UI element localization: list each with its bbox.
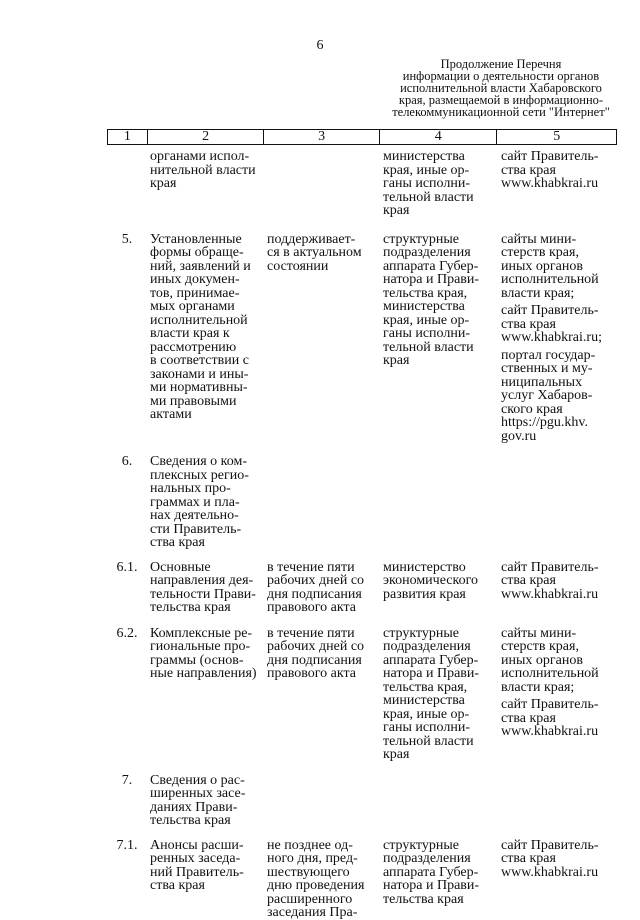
cell-line: края [150,176,177,191]
cell-line: состоянии [267,258,329,274]
cell-line: сайты мини- [501,231,577,247]
cell-line: Анонсы расши- [150,837,244,853]
cell-line: www.khabkrai.ru [501,176,599,191]
responsible-cell [380,627,498,762]
column-header-4: 4 [380,130,498,144]
cell-line: рабочих дней со [267,573,365,588]
cell-line: в соответствии с [150,353,249,368]
cell-line: министерства [383,299,465,314]
cell-line: шествующего [267,864,350,880]
cell-line: Комплексные ре- [150,625,253,641]
info-type-cell [147,561,264,615]
cell-line: края [383,353,410,368]
page-number: 6 [316,38,324,53]
column-header-2: 2 [148,130,265,144]
cell-line: сайт Правитель- [501,559,599,575]
cell-line: сти Правитель- [150,521,242,537]
cell-line: ства края [150,535,205,550]
cell-line: аппарата Губер- [383,864,479,880]
deadline-cell [264,455,380,550]
cell-line: ства края [501,162,556,178]
placement-paragraph [501,561,617,602]
cell-line: органами испол- [150,149,250,164]
cell-line: ственных и му- [501,361,593,376]
cell-line: края, иные ор- [383,706,470,722]
cell-line: Сведения о ком- [150,454,248,469]
cell-line: ные направления) [150,666,257,681]
cell-line: не позднее од- [267,837,353,853]
cell-line: ства края [501,573,556,588]
cell-line: тельства края, [383,285,468,301]
cell-line: рассмотрению [150,339,237,355]
cell-line: gov.ru [501,428,537,444]
placement-cell [498,627,617,762]
cell-line: дня подписания [267,652,362,668]
deadline-cell [264,233,380,444]
cell-line: Основные [150,559,211,575]
cell-line: власти края; [501,679,575,695]
cell-line: поддерживает- [267,231,356,247]
cell-line: сайт Правитель- [501,303,599,318]
cell-line: ганы исполни- [383,720,471,735]
cell-line: сайты мини- [501,625,577,641]
cell-line: ства края [150,878,205,893]
cell-line: ний Правитель- [150,864,244,880]
cell-line: расширенного [267,891,353,907]
placement-paragraph [501,627,617,695]
cell-line: формы обраще- [150,245,244,260]
cell-line: www.khabkrai.ru [501,724,599,739]
cell-line: тельной власти [383,189,474,205]
cell-line: рабочих дней со [267,639,365,654]
cell-line: плексных регио- [150,467,249,483]
responsible-cell [380,561,498,615]
cell-line: края [383,203,410,218]
heading-line: телекоммуникационной сети "Интернет" [392,105,610,119]
placement-paragraph [501,349,617,444]
placement-cell [498,839,617,920]
info-type-cell [147,839,264,920]
cell-line: сайт Правитель- [501,837,599,853]
cell-line: ширенных засе- [150,786,246,801]
column-header-1: 1 [108,130,148,144]
placement-cell [498,561,617,615]
cell-line: заседания Пра- [267,905,358,920]
responsible-cell [380,455,498,550]
cell-line: края [383,747,410,762]
table-row [107,839,617,920]
cell-line: министерства [383,693,465,708]
cell-line: https://pgu.khv. [501,415,588,430]
cell-line: нальных про- [150,481,231,496]
cell-line: мых органами [150,299,235,314]
cell-line: иных органов [501,652,583,668]
cell-line: направления дея- [150,573,254,588]
cell-line: тов, принимае- [150,285,240,301]
responsible-cell [380,774,498,828]
table-body [107,150,617,920]
cell-line: тельности Прави- [150,586,256,602]
cell-line: края, иные ор- [383,162,470,178]
cell-line: тельства края [150,813,231,828]
responsible-cell [380,233,498,444]
placement-cell [498,150,617,218]
cell-line: ганы исполни- [383,176,471,191]
cell-line: стерств края, [501,245,579,260]
cell-line: в течение пяти [267,559,355,575]
cell-line: нах деятельно- [150,508,239,523]
deadline-cell [264,839,380,920]
info-type-cell [147,233,264,444]
cell-line: законами и ины- [150,366,249,382]
cell-line: ся в актуальном [267,245,362,260]
cell-line: ми правовыми [150,393,237,409]
item-number [107,150,147,218]
info-type-cell [147,455,264,550]
cell-line: стерств края, [501,639,579,654]
cell-line: министерства [383,149,465,164]
deadline-cell [264,627,380,762]
cell-line: тельства края [383,891,464,907]
cell-line: в течение пяти [267,625,355,641]
cell-line: www.khabkrai.ru [501,586,599,602]
cell-line: правового акта [267,666,356,681]
cell-line: ного дня, пред- [267,851,358,866]
cell-line: гиональные про- [150,639,251,654]
responsible-cell [380,839,498,920]
cell-line: края, иные ор- [383,312,470,328]
deadline-cell [264,774,380,828]
placement-paragraph [501,150,617,191]
cell-line: подразделения [383,851,471,866]
cell-line: ми нормативны- [150,380,248,395]
placement-cell [498,774,617,828]
item-number: 7.1. [116,837,138,853]
cell-line: ниципальных [501,374,583,390]
cell-line: аппарата Губер- [383,652,479,668]
cell-line: услуг Хабаров- [501,388,593,403]
info-type-cell [147,150,264,218]
table-row [107,455,617,550]
cell-line: тельной власти [383,339,474,355]
placement-paragraph [501,304,617,345]
placement-cell [498,233,617,444]
info-type-cell [147,627,264,762]
cell-line: подразделения [383,639,471,654]
cell-line: www.khabkrai.ru; [501,330,602,345]
cell-line: ства края [501,316,556,332]
table-row [107,774,617,828]
cell-line: ского края [501,401,563,417]
table-row [107,627,617,762]
table-row [107,561,617,615]
column-header-3: 3 [264,130,380,144]
cell-line: структурные [383,837,459,853]
cell-line: дня подписания [267,586,362,602]
deadline-cell [264,150,380,218]
table-row [107,150,617,218]
heading-line: исполнительной власти Хабаровского [400,81,602,95]
cell-line: граммы (основ- [150,652,244,668]
continuation-heading [385,58,617,118]
heading-line: Продолжение Перечня [440,57,562,71]
cell-line: подразделения [383,245,471,260]
cell-line: актами [150,407,192,422]
table-row [107,233,617,444]
cell-line: экономического [383,573,478,588]
deadline-cell [264,561,380,615]
cell-line: исполнительной [501,272,599,287]
cell-line: тельства края [150,600,231,615]
cell-line: ренных заседа- [150,851,241,866]
cell-line: сайт Правитель- [501,697,599,712]
heading-line: информации о деятельности органов [402,69,600,83]
item-number: 6. [121,454,133,469]
cell-line: натора и Прави- [383,272,480,287]
cell-line: структурные [383,231,459,247]
cell-line: ний, заявлений и [150,258,251,274]
cell-line: портал государ- [501,347,596,363]
item-number: 5. [121,231,133,247]
placement-paragraph [501,698,617,739]
item-number: 6.1. [116,559,138,575]
info-type-cell [147,774,264,828]
placement-cell [498,455,617,550]
cell-line: власти края; [501,285,575,301]
cell-line: www.khabkrai.ru [501,864,599,880]
cell-line: ганы исполни- [383,326,471,341]
cell-line: иных органов [501,258,583,274]
cell-line: натора и Прави- [383,878,480,893]
cell-line: тельной власти [383,733,474,749]
cell-line: ства края [501,851,556,866]
cell-line: ства края [501,710,556,726]
item-number: 7. [121,772,133,788]
cell-line: министерство [383,559,466,575]
cell-line: власти края к [150,326,230,341]
responsible-cell [380,150,498,218]
cell-line: даниях Прави- [150,799,238,815]
item-number: 6.2. [116,625,138,641]
cell-line: правового акта [267,600,356,615]
placement-paragraph [501,839,617,880]
cell-line: граммах и пла- [150,494,240,510]
cell-line: сайт Правитель- [501,149,599,164]
cell-line: развития края [383,586,466,602]
column-header-5: 5 [553,129,561,144]
cell-line: тельства края, [383,679,468,695]
cell-line: дню проведения [267,878,365,893]
cell-line: нительной власти [150,162,256,178]
placement-paragraph [501,233,617,301]
cell-line: Сведения о рас- [150,772,245,788]
cell-line: исполнительной [501,666,599,681]
cell-line: структурные [383,625,459,641]
cell-line: исполнительной [150,312,248,328]
table-header [107,129,617,145]
cell-line: аппарата Губер- [383,258,479,274]
cell-line: натора и Прави- [383,666,480,681]
heading-line: края, размещаемой в информационно- [398,93,604,107]
cell-line: иных докумен- [150,272,240,287]
cell-line: Установленные [150,231,242,247]
